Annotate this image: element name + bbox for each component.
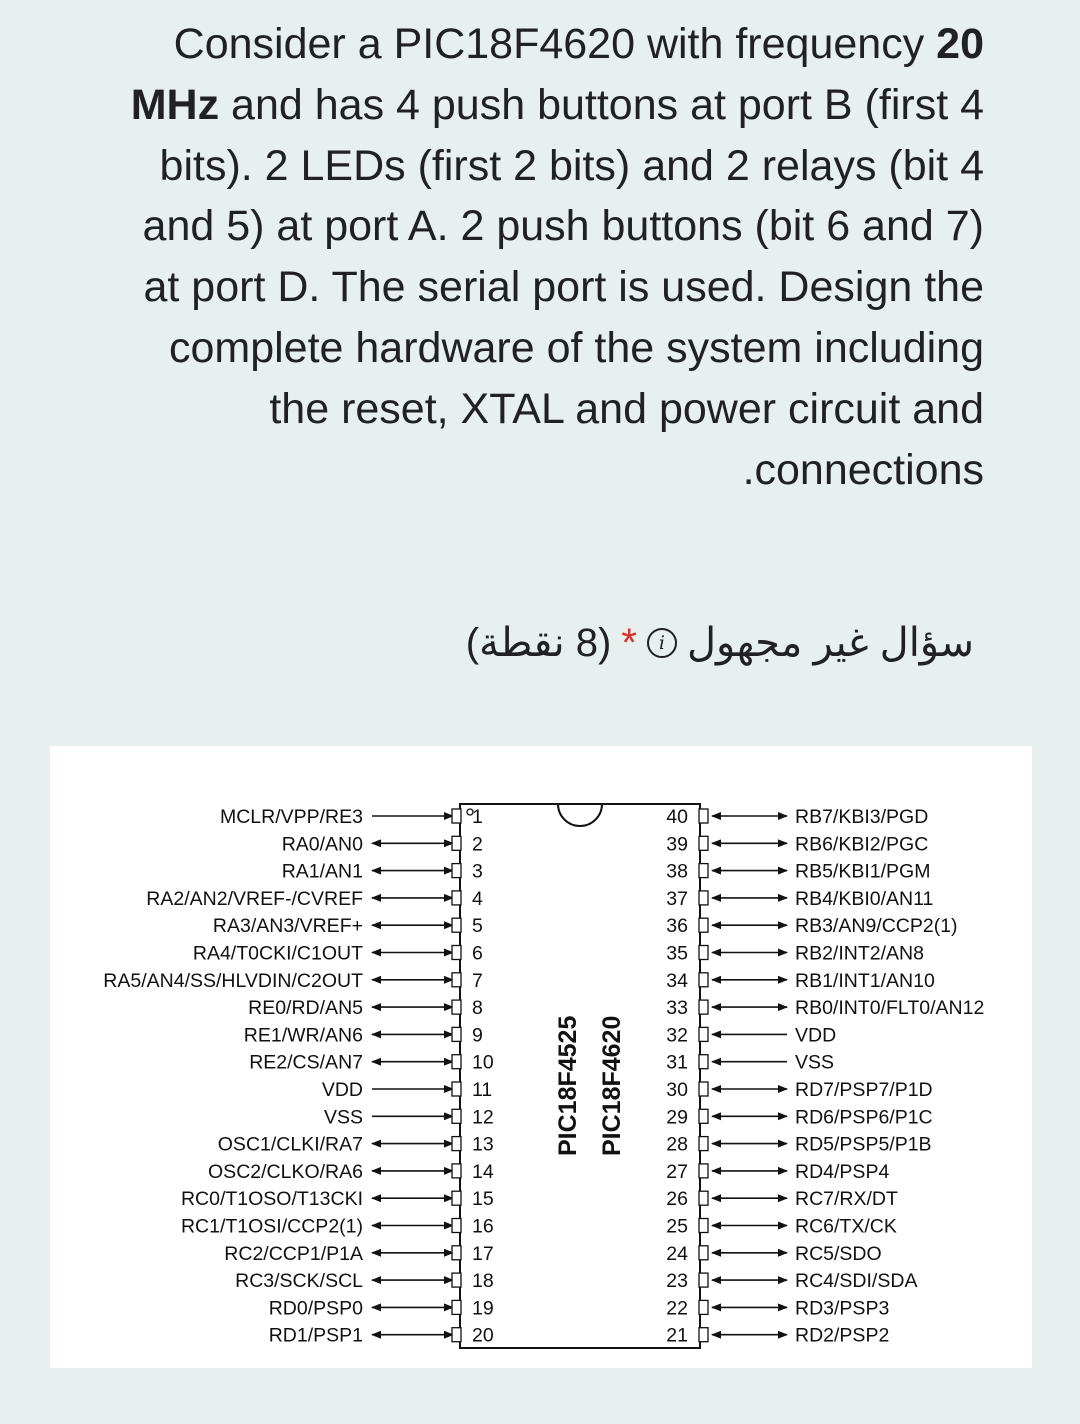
pin-pad [699, 1000, 708, 1014]
pin-number: 20 [472, 1324, 494, 1347]
pin-7 [103, 970, 483, 992]
pin-number: 13 [472, 1133, 494, 1156]
pin-number: 11 [472, 1079, 493, 1101]
points-label: (8 نقطة) [465, 621, 612, 665]
pin-pad [452, 946, 461, 960]
pin-pad [699, 1191, 708, 1205]
pin-34 [666, 970, 935, 992]
pin-38 [666, 861, 930, 883]
pin-pad [452, 1109, 461, 1123]
pin-number: 29 [666, 1106, 688, 1129]
pin-pad [699, 946, 708, 960]
pin-label: RD6/PSP6/P1C [795, 1106, 933, 1129]
chip-name-pic18f4620: PIC18F4620 [598, 1015, 626, 1156]
pin-label: VSS [323, 1106, 363, 1129]
pin-label: OSC2/CLKO/RA6 [208, 1160, 363, 1183]
pin-pad [452, 1246, 461, 1260]
pin-pad [699, 1027, 708, 1041]
pin-3 [282, 861, 483, 883]
pin-pad [452, 1164, 461, 1178]
pin-pad [699, 1137, 708, 1151]
pin-number: 15 [472, 1188, 494, 1211]
pin-pad [452, 891, 461, 905]
pin-number: 31 [666, 1051, 688, 1074]
pin-label: RE2/CS/AN7 [249, 1051, 363, 1074]
pin-label: RD5/PSP5/P1B [795, 1133, 932, 1156]
pin-number: 6 [472, 942, 483, 965]
pin-pad [452, 1328, 461, 1342]
pin-4 [146, 888, 483, 910]
pin-label: RA4/T0CKI/C1OUT [192, 942, 363, 965]
pin-label: VDD [321, 1079, 363, 1101]
pin-23 [666, 1270, 917, 1292]
pin-12 [324, 1106, 494, 1128]
pin-pad [699, 1055, 708, 1069]
pin-label: VDD [795, 1024, 837, 1047]
pin-label: MCLR/VPP/RE3 [219, 806, 363, 828]
question-frequency: 20 MHz [130, 20, 984, 129]
pin-pad [452, 973, 461, 987]
pin-label: RD0/PSP0 [268, 1297, 363, 1320]
question-part-2: and has 4 push buttons at port B (first 4 bits). 2 LEDs (first 2 bits) and 2 relays (bit 4 and 5) at port A. 2 push buttons (bit 6 and 7) at port D. The serial port is used. Design the complete hardware of the system including the reset, XTAL and power circuit and .connections [142, 80, 984, 494]
pin-number: 26 [666, 1188, 688, 1211]
pin-pad [699, 1219, 708, 1233]
pin-number: 23 [666, 1270, 688, 1293]
required-mark: * [621, 620, 637, 665]
pin-40 [666, 806, 928, 828]
left-pins [103, 806, 494, 1347]
pin-number: 10 [472, 1051, 494, 1074]
pin-label: RA2/AN2/VREF-/CVREF [146, 887, 363, 910]
pin-label: RB3/AN9/CCP2(1) [795, 915, 958, 938]
pin-2 [282, 833, 483, 855]
pin-pad [699, 1246, 708, 1260]
pin-pad [452, 918, 461, 932]
pin-label: RC2/CCP1/P1A [224, 1242, 363, 1265]
pin-label: RC3/SCK/SCL [235, 1270, 363, 1293]
pin-label: RC1/T1OSI/CCP2(1) [180, 1215, 363, 1238]
pin-6 [193, 943, 483, 965]
pin-label: RC5/SDO [795, 1242, 882, 1265]
pin-number: 3 [472, 860, 483, 883]
pin-label: RA0/AN0 [281, 833, 363, 856]
pin-number: 19 [472, 1297, 494, 1320]
pin-number: 24 [666, 1242, 688, 1265]
question-type-label: سؤال غير مجهول [686, 621, 974, 665]
pin-number: 27 [666, 1160, 688, 1183]
pin-pad [699, 864, 708, 878]
pin-pad [452, 1219, 461, 1233]
pin-label: RC0/T1OSO/T13CKI [180, 1188, 363, 1211]
pinout-diagram-card [50, 746, 1032, 1368]
pin-30 [666, 1079, 932, 1101]
pin-5 [213, 915, 483, 937]
pin-number: 34 [666, 969, 688, 992]
pin-17 [224, 1243, 493, 1265]
pin-pad [699, 1328, 708, 1342]
pin-label: RD7/PSP7/P1D [795, 1079, 933, 1101]
pin-37 [666, 888, 933, 910]
pin-14 [208, 1161, 494, 1183]
pin-number: 14 [472, 1160, 494, 1183]
pin-label: RC4/SDI/SDA [795, 1270, 918, 1293]
pin-label: RA5/AN4/SS/HLVDIN/C2OUT [103, 969, 363, 992]
pin-10 [249, 1052, 494, 1074]
pin-number: 17 [472, 1242, 494, 1265]
pin-number: 32 [666, 1024, 688, 1047]
pin-label: RB5/KBI1/PGM [795, 860, 931, 883]
pin-number: 5 [472, 915, 483, 938]
pin-label: RB2/INT2/AN8 [795, 942, 924, 965]
pin-number: 4 [472, 887, 483, 910]
chip-name-pic18f4525: PIC18F4525 [554, 1015, 582, 1156]
pin-label: RD2/PSP2 [795, 1324, 890, 1347]
pin-pad [452, 1273, 461, 1287]
pin-label: VSS [795, 1051, 835, 1074]
pin-24 [666, 1243, 881, 1265]
pin-pad [452, 1082, 461, 1096]
right-pins [666, 806, 984, 1347]
question-text [100, 14, 984, 500]
pin-number: 12 [472, 1106, 494, 1129]
pin-number: 35 [666, 942, 688, 965]
pin-number: 21 [666, 1324, 688, 1347]
pin-36 [666, 915, 957, 937]
pin-pad [699, 809, 708, 823]
pin-pad [452, 1300, 461, 1314]
pin-number: 38 [666, 860, 688, 883]
pin-number: 16 [472, 1215, 494, 1238]
pin-label: RD3/PSP3 [795, 1297, 890, 1320]
pin-pad [699, 1082, 708, 1096]
pin-1 [220, 806, 483, 828]
pin-label: RB4/KBI0/AN11 [795, 887, 934, 910]
pin-pad [699, 1109, 708, 1123]
pin-label: RB7/KBI3/PGD [795, 806, 929, 828]
pin-pad [699, 918, 708, 932]
pin-pad [452, 809, 461, 823]
pin-pad [699, 1273, 708, 1287]
pin-pad [452, 1137, 461, 1151]
pin-pad [699, 1300, 708, 1314]
pin-39 [666, 833, 928, 855]
pin-number: 22 [666, 1297, 688, 1320]
pin-label: RC6/TX/CK [795, 1215, 897, 1238]
pin-label: RA3/AN3/VREF+ [212, 915, 363, 938]
pin-29 [666, 1106, 932, 1128]
pin-number: 18 [472, 1270, 494, 1293]
pin-number: 28 [666, 1133, 688, 1156]
pin-label: OSC1/CLKI/RA7 [217, 1133, 363, 1156]
pinout-diagram [50, 746, 1032, 1368]
pin-pad [699, 973, 708, 987]
pin-28 [666, 1134, 931, 1156]
pin-pad [699, 1164, 708, 1178]
pin-label: RA1/AN1 [281, 860, 363, 883]
pin-11 [322, 1079, 492, 1101]
pin-label: RB0/INT0/FLT0/AN12 [795, 997, 985, 1020]
pin-16 [181, 1216, 494, 1238]
pin-number: 8 [472, 997, 483, 1020]
pin-number: 36 [666, 915, 688, 938]
question-meta [466, 620, 974, 666]
pin-33 [666, 997, 984, 1019]
pin-label: RB6/KBI2/PGC [795, 833, 929, 856]
question-part-1: Consider a PIC18F4620 with frequency [173, 20, 937, 68]
pin-pad [452, 864, 461, 878]
pin-label: RD1/PSP1 [268, 1324, 363, 1347]
pin-number: 37 [666, 887, 688, 910]
pin-number: 25 [666, 1215, 688, 1238]
pin-pad [452, 1191, 461, 1205]
pin-9 [244, 1024, 483, 1046]
pin-label: RC7/RX/DT [795, 1188, 898, 1211]
pin-pad [452, 1027, 461, 1041]
pin-number: 2 [472, 833, 483, 856]
pin-label: RB1/INT1/AN10 [795, 969, 935, 992]
pin-13 [218, 1134, 494, 1156]
pin-pad [699, 836, 708, 850]
pin-label: RE0/RD/AN5 [248, 997, 363, 1020]
pin-number: 39 [666, 833, 688, 856]
pin-8 [248, 997, 483, 1019]
pin-number: 9 [472, 1024, 483, 1047]
pin-35 [666, 943, 924, 965]
pin-pad [699, 891, 708, 905]
pin-label: RD4/PSP4 [795, 1160, 890, 1183]
pin-15 [181, 1188, 494, 1210]
info-circle-icon[interactable]: i [647, 628, 677, 658]
pin-31 [666, 1052, 834, 1074]
pin-26 [666, 1188, 898, 1210]
pin-32 [666, 1024, 836, 1046]
pin-number: 33 [666, 997, 688, 1020]
pin-pad [452, 1055, 461, 1069]
pin-pad [452, 836, 461, 850]
pin-number: 1 [472, 806, 483, 828]
pin-pad [452, 1000, 461, 1014]
pin-label: RE1/WR/AN6 [243, 1024, 363, 1047]
pin-number: 30 [666, 1079, 688, 1101]
pin-18 [235, 1270, 494, 1292]
pin-number: 7 [472, 969, 483, 992]
pin-number: 40 [666, 806, 688, 828]
